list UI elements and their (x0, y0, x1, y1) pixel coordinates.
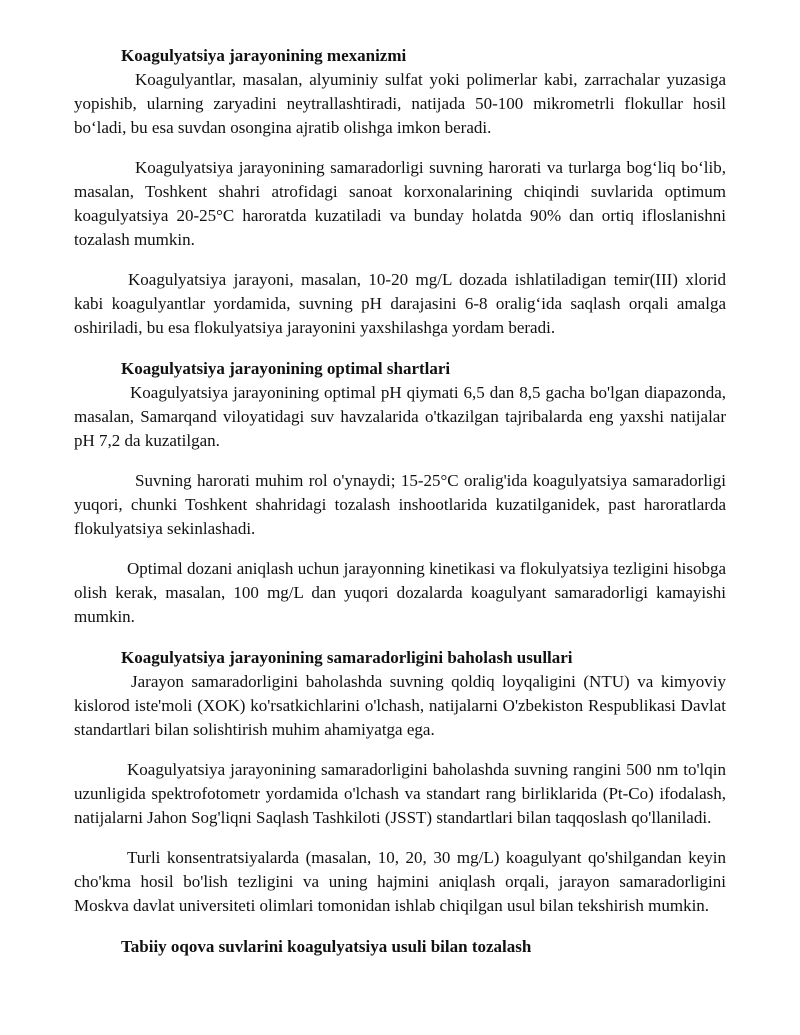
paragraph: Koagulyatsiya jarayoni, masalan, 10-20 mg/L dozada ishlatiladigan temir(III) xlorid kabi koagulyantlar yordamida, suvning pH darajasini 6-8 oralig‘ida saqlash orqali amalga oshiriladi, bu esa flokulyatsiya jarayonini yaxshilashga yordam beradi. (74, 270, 726, 337)
paragraph: Turli konsentratsiyalarda (masalan, 10, 20, 30 mg/L) koagulyant qo'shilgandan keyin cho'kma hosil bo'lish tezligini va uning hajmini aniqlash orqali, jarayon samaradorligini Moskva davlat universiteti olimlari tomonidan ishlab chiqilgan usul bilan tekshirish mumkin. (74, 848, 726, 915)
section-heading-mechanism: Koagulyatsiya jarayonining mexanizmi (121, 46, 407, 65)
paragraph: Jarayon samaradorligini baholashda suvning qoldiq loyqaligini (NTU) va kimyoviy kislorod iste'moli (XOK) ko'rsatkichlarini o'lchash, natijalarni O'zbekiston Respublikasi Davlat standartlari bilan solishtirish muhim ahamiyatga ega. (74, 672, 726, 739)
paragraph: Optimal dozani aniqlash uchun jarayonning kinetikasi va flokulyatsiya tezligini hisobga olish kerak, masalan, 100 mg/L dan yuqori dozalarda koagulyant samaradorligi kamayishi mumkin. (74, 559, 726, 626)
section-heading-natural-wastewater: Tabiiy oqova suvlarini koagulyatsiya usuli bilan tozalash (121, 937, 532, 956)
paragraph: Suvning harorati muhim rol o'ynaydi; 15-25°C oralig'ida koagulyatsiya samaradorligi yuqori, chunki Toshkent shahridagi tozalash inshootlarida kuzatilganidek, past haroratlarda flokulyatsiya sekinlashadi. (74, 471, 726, 538)
paragraph: Koagulyatsiya jarayonining samaradorligi suvning harorati va turlarga bog‘liq bo‘lib, masalan, Toshkent shahri atrofidagi sanoat korxonalarining chiqindi suvlarida optimum koagulyatsiya 20-25°C haroratda kuzatiladi va bunday holatda 90% dan ortiq ifloslanishni tozalash mumkin. (74, 158, 726, 249)
paragraph: Koagulyatsiya jarayonining optimal pH qiymati 6,5 dan 8,5 gacha bo'lgan diapazonda, masalan, Samarqand viloyatidagi suv havzalarida o'tkazilgan tajribalarda eng yaxshi natijalar pH 7,2 da kuzatilgan. (74, 383, 726, 450)
section-heading-optimal-conditions: Koagulyatsiya jarayonining optimal shartlari (121, 359, 451, 378)
paragraph: Koagulyantlar, masalan, alyuminiy sulfat yoki polimerlar kabi, zarrachalar yuzasiga yopishib, ularning zaryadini neytrallashtiradi, natijada 50-100 mikrometrli flokullar hosil bo‘ladi, bu esa suvdan osongina ajratib olishga imkon beradi. (74, 70, 726, 137)
section-heading-evaluation-methods: Koagulyatsiya jarayonining samaradorligini baholash usullari (121, 648, 573, 667)
paragraph: Koagulyatsiya jarayonining samaradorligini baholashda suvning rangini 500 nm to'lqin uzunligida spektrofotometr yordamida o'lchash va standart rang birliklarida (Pt-Co) ifodalash, natijalarni Jahon Sog'liqni Saqlash Tashkiloti (JSST) standartlari bilan taqqoslash qo'llaniladi. (74, 760, 726, 827)
